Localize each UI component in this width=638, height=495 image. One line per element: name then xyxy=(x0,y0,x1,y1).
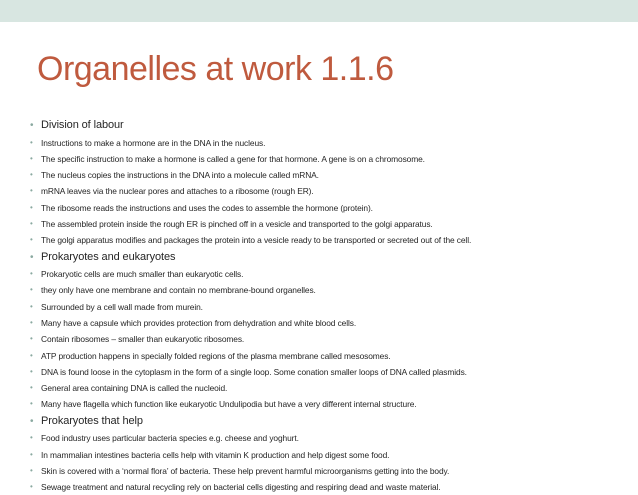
bullet-marker: • xyxy=(30,449,33,459)
bullet-item xyxy=(30,364,630,380)
bullet-text: Instructions to make a hormone are in the DNA in the nucleus. xyxy=(41,137,266,148)
bullet-item xyxy=(30,315,630,331)
slide-title: Organelles at work 1.1.6 xyxy=(37,50,394,88)
bullet-text: The assembled protein inside the rough ER is pinched off in a vesicle and transported to the golgi apparatus. xyxy=(41,218,433,229)
bullet-item xyxy=(30,396,630,412)
bullet-item xyxy=(30,447,630,463)
bullet-item xyxy=(30,331,630,347)
bullet-item xyxy=(30,232,630,248)
bullet-text: Prokaryotes and eukaryotes xyxy=(41,250,176,263)
bullet-marker: • xyxy=(30,120,34,131)
bullet-item xyxy=(30,282,630,298)
bullet-text: Division of labour xyxy=(41,119,124,131)
top-band xyxy=(0,0,638,22)
bullet-marker: • xyxy=(30,334,33,344)
bullet-text: General area containing DNA is called the nucleoid. xyxy=(41,383,228,394)
bullet-marker: • xyxy=(30,399,33,409)
bullet-marker: • xyxy=(30,433,33,443)
bullet-item xyxy=(30,200,630,216)
bullet-marker: • xyxy=(30,465,33,475)
bullet-text: DNA is found loose in the cytoplasm in the form of a single loop. Some conation smaller loops of DNA called plasmids. xyxy=(41,366,467,377)
bullet-text: In mammalian intestines bacteria cells help with vitamin K production and help digest some food. xyxy=(41,449,390,460)
bullet-marker: • xyxy=(30,317,33,327)
bullet-marker: • xyxy=(30,415,34,427)
bullet-marker: • xyxy=(30,383,33,393)
bullet-text: Sewage treatment and natural recycling rely on bacterial cells digesting and respiring dead and waste material. xyxy=(41,482,441,493)
bullet-text: The nucleus copies the instructions in the DNA into a molecule called mRNA. xyxy=(41,170,319,181)
bullet-marker: • xyxy=(30,301,33,311)
bullet-marker: • xyxy=(30,186,33,196)
bullet-item xyxy=(30,463,630,479)
bullet-text: Prokaryotes that help xyxy=(41,414,143,427)
bullet-item xyxy=(30,479,630,495)
bullet-text: Many have flagella which function like eukaryotic Undulipodia but have a very different internal structure. xyxy=(41,399,417,410)
bullet-item xyxy=(30,348,630,364)
bullet-text: The ribosome reads the instructions and uses the codes to assemble the hormone (protein). xyxy=(41,202,373,213)
bullet-text: they only have one membrane and contain no membrane-bound organelles. xyxy=(41,285,316,296)
bullet-text: mRNA leaves via the nuclear pores and attaches to a ribosome (rough ER). xyxy=(41,186,314,197)
bullet-item xyxy=(30,380,630,396)
bullet-item xyxy=(30,183,630,199)
bullet-marker: • xyxy=(30,153,33,163)
bullet-marker: • xyxy=(30,218,33,228)
bullet-item xyxy=(30,216,630,232)
bullet-marker: • xyxy=(30,350,33,360)
bullet-item xyxy=(30,299,630,315)
bullet-text: The golgi apparatus modifies and packages the protein into a vesicle ready to be transported or secreted out of the cell. xyxy=(41,235,472,246)
bullet-marker: • xyxy=(30,269,33,279)
slide-content xyxy=(30,117,630,495)
bullet-text: Food industry uses particular bacteria species e.g. cheese and yoghurt. xyxy=(41,433,299,444)
bullet-item xyxy=(30,151,630,167)
bullet-text: ATP production happens in specially folded regions of the plasma membrane called mesosomes. xyxy=(41,350,391,361)
bullet-marker: • xyxy=(30,482,33,492)
bullet-item xyxy=(30,266,630,282)
bullet-marker: • xyxy=(30,285,33,295)
bullet-marker: • xyxy=(30,202,33,212)
bullet-item xyxy=(30,430,630,446)
bullet-marker: • xyxy=(30,251,34,263)
bullet-marker: • xyxy=(30,235,33,245)
bullet-text: The specific instruction to make a hormone is called a gene for that hormone. A gene is on a chromosome. xyxy=(41,153,425,164)
section-heading xyxy=(30,249,630,267)
bullet-marker: • xyxy=(30,137,33,147)
section-heading xyxy=(30,413,630,431)
bullet-text: Many have a capsule which provides protection from dehydration and white blood cells. xyxy=(41,317,357,328)
bullet-item xyxy=(30,167,630,183)
bullet-text: Contain ribosomes – smaller than eukaryotic ribosomes. xyxy=(41,334,245,345)
bullet-marker: • xyxy=(30,170,33,180)
bullet-text: Surrounded by a cell wall made from murein. xyxy=(41,301,203,312)
section-heading xyxy=(30,117,630,135)
bullet-item xyxy=(30,135,630,151)
bullet-text: Prokaryotic cells are much smaller than eukaryotic cells. xyxy=(41,269,244,280)
bullet-text: Skin is covered with a ‘normal flora’ of bacteria. These help prevent harmful microorganisms getting into the body. xyxy=(41,465,450,476)
bullet-marker: • xyxy=(30,366,33,376)
